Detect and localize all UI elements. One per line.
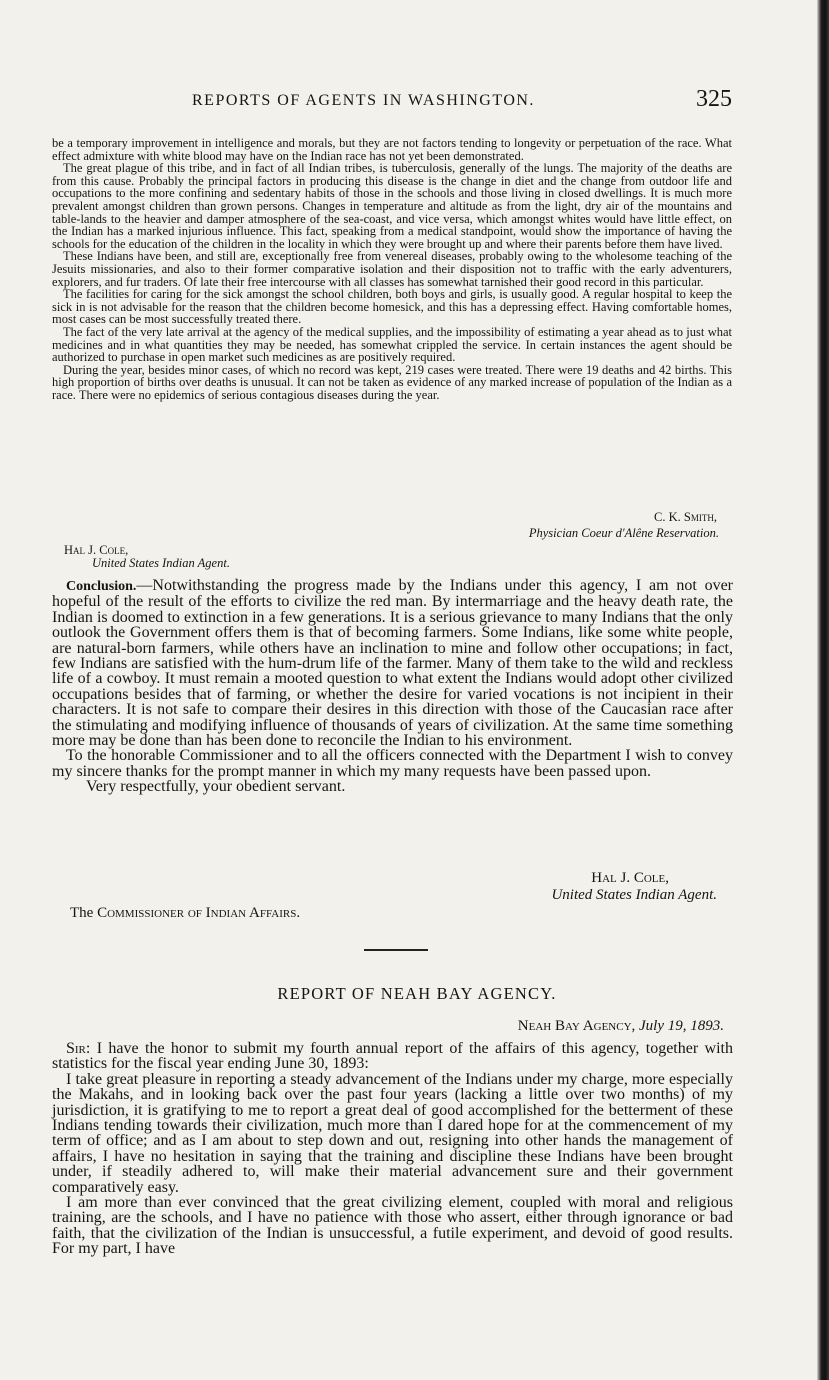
page-header xyxy=(52,86,742,116)
neah-bay-text xyxy=(52,1041,733,1257)
salutation-paragraph xyxy=(52,1041,733,1072)
paragraph: I have the honor to submit my fourth annual report of the affairs of this agency, together with statistics for the fiscal year ending June 30, 1893: xyxy=(52,1040,733,1073)
scan-edge xyxy=(817,0,829,1380)
salutation: Sir: xyxy=(66,1040,91,1057)
paragraph: During the year, besides minor cases, of which no record was kept, 219 cases were treated. There were 19 deaths and 42 births. This high proportion of births over deaths is unusual. It can not be taken as evidence of any marked increase of population of the Indian as a race. There were no epidemics of serious contagious diseases during the year. xyxy=(52,362,732,402)
dateline xyxy=(518,1018,724,1034)
page-number: 325 xyxy=(696,86,732,112)
physician-signer-title: Physician Coeur d'Alêne Reservation. xyxy=(528,526,719,540)
conclusion-body: —Notwithstanding the progress made by the Indians under this agency, I am not over hopeful of the result of the efforts to civilize the red man. By intermarriage and the heavy death rate, the Indian is doomed to extinction in a few generations. It is a serious grievance to many Indians that the only outlook the Government offers them is that of becoming farmers. Some Indians, like some white people, are natural-born farmers, while others have an inclination to mine and follow other occupations; in fact, few Indians are satisfied with the hum-drum life of the farmer. Many of them take to the wild and reckless life of a cowboy. It must remain a mooted question to what extent the Indians would adopt other civilized occupations besides that of farming, or whether the desire for varied vocations is not incipient in their characters. It is not safe to compare their desires in this direction with those of the Caucasian race after the stimulating and modifying influence of thousands of years of civilization. At the same time something more may be done than has been done to reconcile the Indian to his environment. xyxy=(52,577,733,750)
paragraph: These Indians have been, and still are, exceptionally free from venereal diseases, probably owing to the wholesome teaching of the Jesuits missionaries, and also to their former comparative isolation and their disposition not to traffic with the early adventurers, explorers, and fur traders. Of late their free intercourse with all classes has somewhat tarnished their good record in this particular. xyxy=(52,249,732,289)
paragraph: The facilities for caring for the sick amongst the school children, both boys and girls, is usually good. A regular hospital to keep the sick in is not advisable for the reason that the children become homesick, and this has a depressing effect. Having comfortable homes, most cases can be most successfully treated there. xyxy=(52,287,732,327)
addressee-title: United States Indian Agent. xyxy=(92,556,230,570)
recipient-name: Commissioner of Indian Affairs. xyxy=(97,905,301,921)
agent-signer-title: United States Indian Agent. xyxy=(551,887,717,903)
recipient-line xyxy=(70,905,300,921)
agent-signer-name: Hal J. Cole, xyxy=(591,870,669,886)
physician-report-text xyxy=(52,137,732,401)
recipient-prefix: The xyxy=(70,905,94,921)
physician-signer-name: C. K. Smith, xyxy=(654,510,717,524)
closing-line: Very respectfully, your obedient servant. xyxy=(86,778,346,796)
paragraph: be a temporary improvement in intelligence and morals, but they are not factors tending to longevity or perpetuation of the race. What effect admixture with white blood may have on the Indian race has not yet been demonstrated. xyxy=(52,136,732,163)
paragraph: I take great pleasure in reporting a steady advancement of the Indians under my charge, more especially the Makahs, and in looking back over the past four years (lacking a little over two months) of my jurisdiction, it is gratifying to me to report a great deal of good accomplished for the betterment of these Indians tending towards their civilization, much more than I dared hope for at the commencement of my term of office; and as I am about to step down and out, resigning into other hands the management of affairs, I have no hesitation in saying that the training and discipline these Indians have been brought under, if steadily adhered to, will make their material advancement sure and their government comparatively easy. xyxy=(52,1070,733,1196)
conclusion-paragraph xyxy=(52,578,733,748)
section-title: REPORT OF NEAH BAY AGENCY. xyxy=(277,984,557,1003)
paragraph: The fact of the very late arrival at the agency of the medical supplies, and the impossibility of estimating a year ahead as to just what medicines and in what quantities they may be needed, has somewhat crippled the service. In certain instances the agent should be authorized to purchase in open market such medicines as are positively required. xyxy=(52,324,732,365)
dateline-date: July 19, 1893. xyxy=(639,1018,724,1034)
paragraph: I am more than ever convinced that the great civilizing element, coupled with moral and religious training, are the schools, and I have no patience with those who assert, either through ignorance or bad faith, that the civilization of the Indian is unsuccessful, a futile experiment, and devoid of good results. For my part, I have xyxy=(52,1194,733,1258)
addressee-name: Hal J. Cole, xyxy=(64,543,129,557)
thanks-paragraph: To the honorable Commissioner and to all the officers connected with the Department I wish to convey my sincere thanks for the prompt manner in which my many requests have been passed upon. xyxy=(52,747,733,780)
running-title: REPORTS OF AGENTS IN WASHINGTON. xyxy=(192,92,535,109)
dateline-place: Neah Bay Agency, xyxy=(517,1018,636,1034)
paragraph: The great plague of this tribe, and in fact of all Indian tribes, is tuberculosis, generally of the lungs. The majority of the deaths are from this cause. Probably the principal factors in producing this disease is the change in diet and the change from outdoor life and occupations to the more confining and sedentary habits of those in the schools and those living in closed dwellings. It is much more prevalent amongst children than grown persons. Changes in temperature and altitude as from the light, dry air of the mountains and table-lands to the heavier and damper atmosphere of the sea-coast, and vice versa, which amongst whites would have little effect, on the Indian has a marked injurious influence. This fact, speaking from a medical standpoint, would show the importance of having the schools for the education of the children in the locality in which they were brought up and where their parents before them have lived. xyxy=(52,161,732,251)
conclusion-heading: Conclusion. xyxy=(66,579,137,594)
conclusion-text xyxy=(52,578,733,795)
section-divider xyxy=(364,949,428,951)
